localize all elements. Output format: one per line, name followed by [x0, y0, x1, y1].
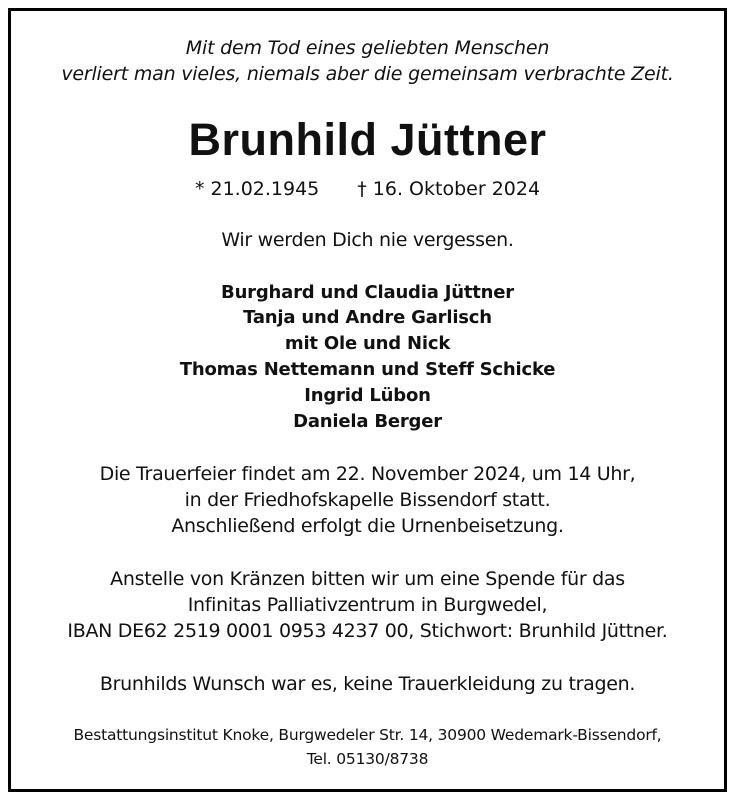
donation-line: IBAN DE62 2519 0001 0953 4237 00, Stichwort: Brunhild Jüttner. [67, 620, 668, 642]
farewell-message: Wir werden Dich nie vergessen. [221, 229, 514, 251]
mourner-line: Daniela Berger [293, 411, 442, 432]
obituary-notice [8, 8, 727, 792]
service-line: Anschließend erfolgt die Urnenbeisetzung. [171, 515, 564, 537]
death-date: † 16. Oktober 2024 [357, 178, 541, 200]
mourner-line: mit Ole und Nick [284, 333, 451, 354]
mourner-line: Burghard und Claudia Jüttner [221, 282, 514, 303]
service-line: in der Friedhofskapelle Bissendorf statt. [184, 489, 551, 511]
donation-line: Infinitas Palliativzentrum in Burgwedel, [187, 594, 548, 616]
donation-line: Anstelle von Kränzen bitten wir um eine Spende für das [110, 568, 625, 590]
quote-line-1: Mit dem Tod eines geliebten Menschen [185, 37, 550, 59]
dress-code-wish: Brunhilds Wunsch war es, keine Trauerkleidung zu tragen. [99, 673, 636, 695]
mourner-line: Tanja und Andre Garlisch [243, 307, 492, 328]
life-dates [11, 178, 724, 200]
mourner-line: Ingrid Lübon [304, 385, 431, 406]
funeral-home-address: Bestattungsinstitut Knoke, Burgwedeler Str. 14, 30900 Wedemark-Bissendorf, [73, 726, 662, 744]
deceased-name: Brunhild Jüttner [188, 114, 547, 165]
mourner-line: Thomas Nettemann und Steff Schicke [179, 359, 556, 380]
funeral-home-phone: Tel. 05130/8738 [306, 750, 429, 768]
birth-date: * 21.02.1945 [194, 178, 320, 200]
service-line: Die Trauerfeier findet am 22. November 2024, um 14 Uhr, [99, 463, 636, 485]
quote-line-2: verliert man vieles, niemals aber die gemeinsam verbrachte Zeit. [61, 63, 674, 85]
